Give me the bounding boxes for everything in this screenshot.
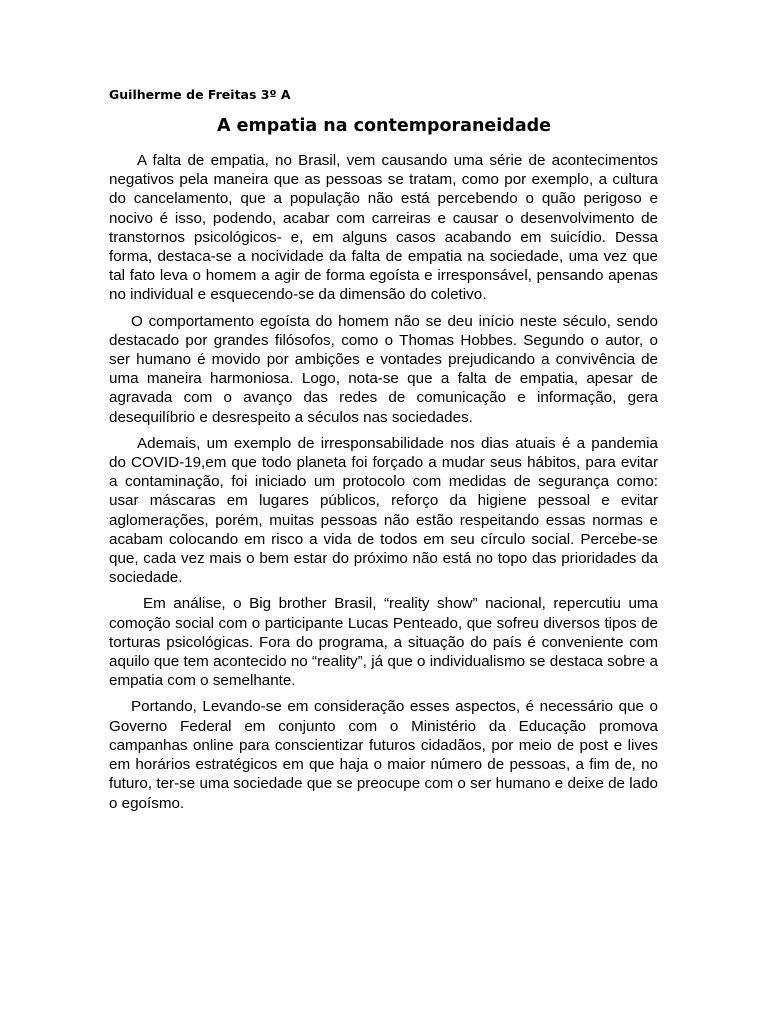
paragraph-4: Em análise, o Big brother Brasil, “reality show” nacional, repercutiu uma comoção social com o participante Lucas Penteado, que sofreu diversos tipos de torturas psicológicas. Fora do programa, a situação do país é conveniente com aquilo que tem acontecido no “reality”, já que o individualismo se destaca sobre a empatia com o semelhante. [109,595,658,690]
author-line: Guilherme de Freitas 3º A [109,87,291,102]
essay-body [109,151,658,820]
paragraph-1: A falta de empatia, no Brasil, vem causando uma série de acontecimentos negativos pela maneira que as pessoas se tratam, como por exemplo, a cultura do cancelamento, que a população não está percebendo o quão perigoso e nocivo é isso, podendo, acabar com carreiras e causar o desenvolvimento de transtornos psicológicos- e, em alguns casos acabando em suicídio. Dessa forma, destaca-se a nocividade da falta de empatia na sociedade, uma vez que tal fato leva o homem a agir de forma egoísta e irresponsável, pensando apenas no individual e esquecendo-se da dimensão do coletivo. [109,152,658,304]
essay-title: A empatia na contemporaneidade [216,116,552,136]
paragraph-5: Portando, Levando-se em consideração esses aspectos, é necessário que o Governo Federal em conjunto com o Ministério da Educação promova campanhas online para conscientizar futuros cidadãos, por meio de post e lives em horários estratégicos em que haja o maior número de pessoas, a fim de, no futuro, ter-se uma sociedade que se preocupe com o ser humano e deixe de lado o egoísmo. [109,698,658,812]
paragraph-3: Ademais, um exemplo de irresponsabilidade nos dias atuais é a pandemia do COVID-19,em que todo planeta foi forçado a mudar seus hábitos, para evitar a contaminação, foi iniciado um protocolo com medidas de segurança como: usar máscaras em lugares públicos, reforço da higiene pessoal e evitar aglomerações, porém, muitas pessoas não estão respeitando essas normas e acabam colocando em risco a vida de todos em seu círculo social. Percebe-se que, cada vez mais o bem estar do próximo não está no topo das prioridades da sociedade. [109,434,658,587]
paragraph-2: O comportamento egoísta do homem não se deu início neste século, sendo destacado por grandes filósofos, como o Thomas Hobbes. Segundo o autor, o ser humano é movido por ambições e vontades prejudicando a convivência de uma maneira harmoniosa. Logo, nota-se que a falta de empatia, apesar de agravada com o avanço das redes de comunicação e informação, gera desequilíbrio e desrespeito a séculos nas sociedades. [109,312,658,426]
